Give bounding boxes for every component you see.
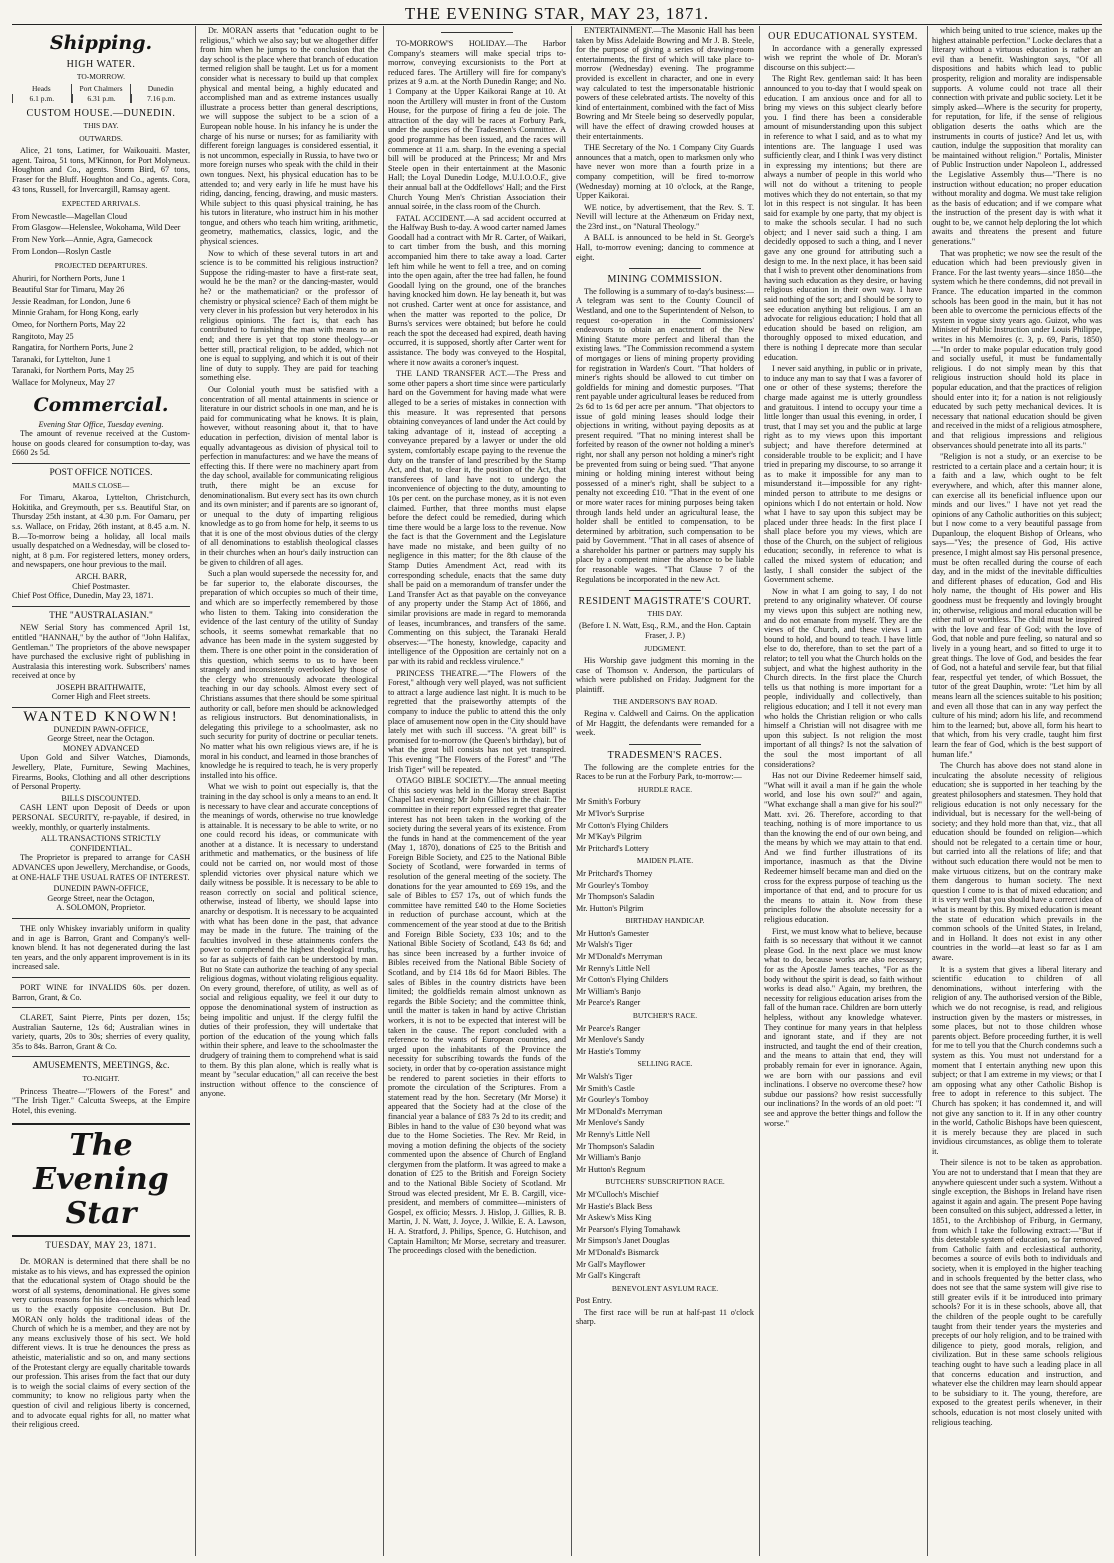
column-rule <box>759 26 760 1556</box>
outwards-list: Alice, 21 tons, Latimer, for Waikouaiti. Master, agent. Tairoa, 51 tons, M'Kinnon, for Port Molyneux. Houghton and Co., agents. Storm Bird, 67 tons, Fraser for the Bluff. Houghton and Co., agents. Cora, 43 tons, Russell, for Invercargill, Ramsay agent. <box>12 146 190 194</box>
amusements-heading: AMUSEMENTS, MEETINGS, &c. <box>32 1061 170 1072</box>
wanted-owner: A. SOLOMON, Proprietor. <box>56 903 146 913</box>
departure-item: Rangitoto, May 25 <box>12 331 74 341</box>
race-entry: Mr William's Banjo <box>576 986 641 996</box>
editorial-paragraph: Dr. MORAN is determined that there shall be no mistake as to his views, and has expressed the opinion that the educational system of Otago should be the worst of all systems, denominational. He gives some very curious reasons for his idea—reasons which lead us to the exactly opposite conclusion. But Dr. MORAN only holds the traditional ideas of the Church of which he is a member, and they are not by any means exclusively those of his sect. We hold different views. It is true he denounces the press as atheistic, materialistic and so on, and many sections of the Protestant clergy are equally charitable towards our profession. This arises from the fact that our duty is to weigh the social claims of every section of the community; to know no religious party when the question of civil and religious liberty is concerned, and to advocate equal rights for all, no matter what their religious creed. <box>12 1257 190 1430</box>
news-item: THE Secretary of the No. 1 Company City Guards announces that a match, open to marksmen only who have never won more than a fourth prize in a company competition, will be fired to-morrow (Wednesday) morning at 10 o'clock, at the Range, Upper Kaikorai. <box>576 143 754 201</box>
masthead-rule <box>12 24 1102 25</box>
whiskey-ad: THE only Whiskey invariably uniform in quality and in age is Barron, Grant and Company's well-known blend. It has not degenerated during the last ten years, and the only apparent improvement is in its increased sale. <box>12 923 190 972</box>
commercial-body: The amount of revenue received at the Custom-house on goods cleared for consumption to-day, was £660 2s 5d. <box>12 429 190 458</box>
editorial-paragraph: Dr. MORAN asserts that "education ought to be religious," which we also say; but we altogether differ from him when he jumps to the conclusion that the day school is the place where that branch of education termed religion shall be taught. Let us for a moment consider what is necessary to build up that complex physical and mental being, a highly educated and accomplished man and as extreme instances usually illustrate a process better than general descriptions, we will suppose the subject to be a scion of a European noble house. In his infancy he is under the charge of his nurse or nurses; for as familiarity with different foreign languages is considered essential, it is not uncommon, especially in Russia, to have two or more foreign nurses who speak with the child in their own tongues. Next, his physical education has to be attended to; and very early in life he must have his riding, dancing, fencing, drawing, and music masters. While subject to this quasi physical training, he has his tutors in literature, who instruct him in his mother tongue, and others who teach him writing, arithmetic, geometry, mathematics, classics, logic, and the physical sciences. <box>200 26 378 247</box>
race-entry: Mr Gourley's Tomboy <box>576 880 649 890</box>
departure-item: Jessie Readman, for London, June 6 <box>12 296 131 306</box>
column-1 <box>12 26 190 1556</box>
news-item: ENTERTAINMENT.—The Masonic Hall has been taken by Miss Adelaide Bowring and Mr J. B. Steele, for the purpose of giving a series of drawing-room entertainments, the first of which will take place to-morrow (Wednesday) evening. The programme provided is excellent in character, and one in every way calculated to test the impersonatable histrionic powers of these celebrated artists. The novelty of this kind of entertainment, combined with the fact of Miss Bowring and Mr Steele being so deservedly popular, will have the effect of drawing crowded houses at their entertainments. <box>576 26 754 141</box>
wanted-shop: DUNEDIN PAWN-OFFICE, <box>53 724 149 734</box>
masthead: THE EVENING STAR, MAY 23, 1871. <box>404 4 710 23</box>
race-entry: Mr M'Donald's Merryman <box>576 1106 663 1116</box>
expected-item: From London—Roslyn Castle <box>12 246 112 256</box>
australasian-body: NEW Serial Story has commenced April 1st, entitled "HANNAH," by the author of "John Halifax, Gentleman." The proprietors of the above newspaper have purchased the exclusive right of publishing in Australasia this interesting work. Subscribers' names received at once by <box>12 623 190 681</box>
race-entry: Mr Gall's Kingcraft <box>576 1271 641 1281</box>
divider <box>12 1007 190 1008</box>
race-entry: Mr Hutton's Regnum <box>576 1164 646 1174</box>
race-entry: Mr Simpson's Janet Douglas <box>576 1236 670 1246</box>
news-item: FATAL ACCIDENT.—A sad accident occurred at the Halfway Bush to-day. A wood carter named James Goodall had a contract with Mr R. Carter, of Waikari, to cart timber from the bush, and this morning accompanied him there to take away a load. Carter left him while he went to fell a tree, and on coming into the open again, after the tree had fallen, he found Goodall lying on the ground, one of the branches having knocked him down. He lay beneath it, but was not crushed. Carter went at once for assistance, and when the matter was reported to the police, Dr Burns's services were obtained; but before he could reach the spot the deceased had expired, death having occurred, it is supposed, shortly after Carter went for assistance. The body was conveyed to the Hospital, where it now awaits a coroner's inquest. <box>388 213 566 367</box>
port-wine-ad: PORT WINE for INVALIDS 60s. per dozen. Barron, Grant, & Co. <box>12 982 190 1002</box>
races-heading: TRADESMEN'S RACES. <box>607 749 723 761</box>
race-entry: Mr Pearson's Flying Tomahawk <box>576 1224 681 1234</box>
education-paragraph: The Right Rev. gentleman said: It has been announced to you to-day that I would speak on education. I am anxious once and for all to bring my views on this subject clearly before you. I find there has been a considerable amount of misunderstanding upon this subject in reference to what I said, and as to what my intentions are. The language I used was sufficiently clear, and I think I was very distinct in expressing my intentions; but there are always a number of people in this world who will not do without a tritening to people motives which they do not entertain, so that my lot in this respect is not singular. It has been said for example by one party, that my object is to make the schools secular. I had no such object; and I never said such a thing. I am decidedly opposed to such a thing, and I never gave any one ground for attributing such a design to me. In the next place, it has been said that I wish to prevent other denominations from having such education as they desire, or having religious education in their own way. I have said nothing of the sort; and I should be sorry to see education anything but religious. I am an advocate for religious education; I hold that all education should be based on religion, am thoroughly opposed to mixed education, and there is nothing I deprecate more than secular education. <box>764 74 922 362</box>
education-paragraph: Their silence is not to be taken as approbation. You are not to understand that I mean that they are anywhere quiescent under such a system. Without a single exception, the Bishops in Ireland have risen against it again and again. The present Pope having been consulted on this subject, addressed a letter, in 1851, to the Archbishop of Friburg, in Germany, from which I take the following extract:—"But if this detestable system of education, so far removed from Catholic faith and ecclesiastical authority, becomes a source of evils both to individuals and society, when it is employed in the higher teaching and in schools frequented by the better class, who does not see that the same system will give rise to still greater evils if it be introduced into primary schools? For it is in these schools, above all, that the children of the people ought to be carefully taught from their tender years the mysteries and precepts of our holy religion, and to be trained with diligence to piety, good morals, religion, and civilization. But in these same schools religious teaching ought to have such a leading place in all that concerns education and instruction, and whatever else the children may learn should appear to be subsidiary to it. The young, therefore, are exposed to the greatest perils whenever, in their schools, education is not most closely united with religious teaching. <box>932 1158 1102 1427</box>
education-paragraph: First, we must know what to believe, because faith is so necessary that without it we cannot please God. In the next place we must know what to do, because works are also necessary; for as the Apostle James teaches, "For as the body without the spirit is dead, so faith without works is dead also." Again, my brethren, the necessity for religious education arises from the fall of the human race. Children are born utterly helpless, without any knowledge whatever. They continue for many years in that helpless and ignorant state, and if they are not instructed, and taught the end of their creation, and the means to attain that end, they will probably remain for ever in ignorance. Again, we are born with our passions and evil inclinations. I observe no overcome these? how subdue our passions? how resist successfully our inclinations? In the words of an old poet: "I see and approve the better things and follow the worse." <box>764 926 922 1128</box>
column-rule <box>195 26 196 1556</box>
race-entry: Mr Hastie's Tommy <box>576 1046 641 1056</box>
race-entry: Mr Menlove's Sandy <box>576 1118 645 1128</box>
races-intro: The following are the complete entries for the Races to be run at the Forbury Park, to-morrow:— <box>576 762 754 782</box>
paper-title: The Evening Star <box>12 1123 190 1237</box>
education-paragraph: It is a system that gives a liberal literary and scientific education to children of all denominations, without interfering with the religion of any. The authorised version of the Bible, which we do not recognise, is read, and religious instruction given by the masters or mistresses, in some places, but not to those children whose parents object. Before proceeding further, it is well for me to tell you that the Church condemns such a system as this. You must not understand for a moment that I entertain anything new upon this subject; or that I am extreme in my views; or that I am opposing what any other Catholic Bishop is free to adopt in reference to this subject. The Church has spoken; it has condemned it, and will not give any sanction to it. If in any other country in the world, Catholic Bishops have been quiescent, it is merely because they are placed in such invidious circumstances, as oblige them to tolerate it. <box>932 964 1102 1156</box>
race-entry: Mr Smith's Castle <box>576 1083 635 1093</box>
column-5 <box>764 26 922 1556</box>
case-label: THE ANDERSON'S BAY ROAD. <box>612 696 718 706</box>
race-event-heading: BENEVOLENT ASYLUM RACE. <box>611 1283 719 1293</box>
wanted-shop2: DUNEDIN PAWN-OFFICE, <box>53 884 149 894</box>
race-entry: Mr Pearce's Ranger <box>576 998 641 1008</box>
column-6 <box>932 26 1102 1556</box>
commercial-heading: Commercial. <box>33 393 169 416</box>
high-water-heading: HIGH WATER. <box>66 59 136 70</box>
departure-item: Wallace for Molyneux, May 27 <box>12 378 115 388</box>
departure-item: Taranaki, for Northern Ports, May 25 <box>12 366 134 376</box>
wanted-money: MONEY ADVANCED <box>62 743 140 753</box>
education-paragraph: which being united to true science, makes up the highest attainable perfection." Locke declares that a literary without a virtuous education is rather an evil than a benefit. Washington says, "Of all dispositions and habits which lead to public prosperity, religion and morality are indispensable supports. A volume could not trace all their connection with private and public society. Let it be simply asked—Where is the security for property, for reputation, for life, if the sense of religious obligation deserts the oaths which are the instruments in courts of justice? And let us, with caution, indulge the supposition that morality can be maintained without religion." Portalis, Minister of Public Instruction under Napoleon I., addressed the Legislative Assembly thus—"There is no instruction without education; no proper education without morality and dogma. We must take religion as the basis of education; and if we compare what the instruction of the present day is with what it ought to be, we cannot help deploring the lot which awaits and threatens the present and future generations." <box>932 26 1102 247</box>
education-paragraph: Has not our Divine Redeemer himself said, "What will it avail a man if he gain the whole world, and lose his own soul?" and again, "What exchange shall a man give for his soul?" Matt. xvi. 26. Therefore, according to that teaching, nothing is of more importance to us than the knowing the end of our own being, and the means by which we may attain to that end. And we find further illustrations of its importance, inasmuch as that the Divine Redeemer himself became man and died on the cross for the express purpose of teaching us the importance of that end, and to procure for us the means to attain it. Now from these principles follow the absolute necessity for a religious education. <box>764 771 922 925</box>
race-entry: Post Entry. <box>576 1296 612 1306</box>
news-item: OTAGO BIBLE SOCIETY.—The annual meeting of this society was held in the Moray street Baptist Chapel last evening; Mr John Gillies in the chair. The committee in their report expressed regret that greater interest has not been taken in the working of the society during the several years of its existence. From the funds in hand at the commencement of the year (May 1, 1870), donations of £25 to the British and Foreign Bible Society, and £25 to the National Bible Society of Scotland, were forwarded in terms of resolution of the general meeting of the society. The donations for the year amounted to £69 19s, and the sale of Bibles to £57 17s, out of which funds the committee have remitted £40 to the Home Societies in reduction of purchase account, which at the commencement of the year stood at due to the British and Foreign Bible Society, £33 10s; and to the National Bible Society of Scotland, £43 8s 6d; and has since been increased by a further invoice of Bibles received from the National Bible Society of Scotland, and by £14 18s 6d for Maori Bibles. The sales of Bibles in the country districts have been limited; the goldfields remain almost unknown as regards the Bible Society; and the committee think, until the matter is taken in hand by active Christian workers, it is not to be expected that interest will be taken in the cause. The report concluded with a reference to the wants of European countries, and urged upon the inhabitants of the Province the necessity for subscribing towards the funds of the society, in order that by co-operation assistance might be rendered to parent societies in their efforts to promote the circulation of the Scriptures. From a statement read by the hon. Secretary (Mr Morse) it appeared that the Society had at the close of the financial year a balance of £83 7s 2d to its credit; and Bibles in hand to the value of £30 beyond what was due to the Home Societies. The Rev. Mr Reid, in moving a motion defining the objects of the society commented upon the absence of Church of England clergymen from the platform. It was agreed to make a donation of £25 to the British and Foreign Society and to the National Bible Society of Scotland. Mr Stroud was elected president, Mr E. B. Cargill, vice-president, and members of committee—ministers of Gospel, ex officio; Messrs. J. Hislop, J. Gillies, R. B. Martin, J. N. Watt, J. Joyce, J. Wilkie, E. A. Lawson, H. A. Stratford, J. Philips, Spence, G. Hutchison, and Captain Hamilton; Mr Morse, secretary and treasurer. The proceedings closed with the benediction. <box>388 776 566 1256</box>
news-item: THE LAND TRANSFER ACT.—The Press and some other papers a short time since were particularly hard on the Government for having made what were alleged to be a series of mistakes in connection with this measure. It was represented that persons obtaining conveyances of land under the Act could by taking advantage of it, instead of accepting a conveyance prepared by a lawyer or under the old system, comfortably escape paying to the revenue the duty on the transfer of land prescribed by the Stamp Act, and that, to clear it, the position of the Act, that transferees of land have not to undergo the inconvenience of objecting to the duty, amounting to 10s per cent. on the purchase money, as it is not even claimed. Further, that three months must elapse before the defect could be remedied, during which time there would be a large loss to the revenue. Now the fact is that the Government and the Legislature have made no mistake, and been guilty of no negligence in this matter; for the 8th clause of the Stamp Duties Amendment Act, read with its corresponding schedule, enacts that the same duty shall be paid on a memorandum of transfer under the Land Transfer Act as that payable on the conveyance of any property under the Stamp Act of 1866, and similar provisions are made in regard to memoranda of leases, incumbrances, and transfers of the same. Commenting on this subject, the Taranaki Herald observes:—"The honesty, knowledge, capacity and intelligence of the Opposition are certainly not on a par with its rabid and reckless virulence." <box>388 369 566 666</box>
wanted-cash: CASH LENT upon Deposit of Deeds or upon PERSONAL SECURITY, re-payable, if desired, in weekly, monthly, or quarterly instalments. <box>12 803 190 832</box>
race-entry: Mr Pearce's Ranger <box>576 1023 641 1033</box>
race-event-heading: HURDLE RACE. <box>637 784 693 794</box>
divider <box>12 977 190 978</box>
race-entry: Mr Hutton's Gamester <box>576 928 649 938</box>
editorial-paragraph: Our Colonial youth must be satisfied with a concentration of all mental attainments in science or literature in our district schools in one man, and he is paid for communicating what he knows. It is plain, however, without reasoning about it, that to have education in perfection, division of mental labor is equally advantageous as division of physical toil to perfection in manufactures: and we have the means of effecting this. If there were no machinery apart from the day school, available for communicating religious truth, there might be an excuse for denominationalism. But every sect has its own church and its own minister; and if parents are so ignorant of, or unequal to the duty of imparting religious knowledge as to go from home for help, it seems to us that it is one of the most obvious duties of the clergy of all denominations to establish theological classes in their churches when an hour's daily instruction can be given to children of all ages. <box>200 384 378 567</box>
expected-item: From New York—Annie, Agra, Gamecock <box>12 234 153 244</box>
news-item: WE notice, by advertisement, that the Rev. S. T. Nevill will lecture at the Athenæum on Friday next, the 23rd inst., on "Natural Theology." <box>576 202 754 231</box>
race-entry: Mr Smith's Forbury <box>576 797 641 807</box>
news-item: PRINCESS THEATRE.—"The Flowers of the Forest," although very well played, was not sufficient to attract a large audience last night. It is much to be regretted that the praiseworthy attempts of the company to induce the public to attend this the only place of amusement now open in the City should have lately met with such ill success. "A great bill" is promised for to-morrow (the Queen's birthday), but of what the great bill consists has not yet transpired. This evening "The Flowers of the Forest" and "The Irish Tiger" will be repeated. <box>388 668 566 774</box>
race-entry: Mr Renny's Little Nell <box>576 963 651 973</box>
divider <box>12 463 190 464</box>
post-office-signature: ARCH. BARR, <box>75 571 127 581</box>
tide-dunedin: Dunedin 7.16 p.m. <box>130 84 190 103</box>
court-this-day: THIS DAY. <box>647 608 683 618</box>
amusements-body: Princess Theatre—"Flowers of the Forest" and "The Irish Tiger." Calcutta Sweeps, at the Empire Hotel, this evening. <box>12 1086 190 1115</box>
race-entry: Mr Hastie's Black Bess <box>576 1201 653 1211</box>
race-entry: Mr Gourley's Tomboy <box>576 1095 649 1105</box>
education-paragraph: I never said anything, in public or in private, to induce any man to say that I was a favorer of one or other of these systems; therefore the charge made against me is utterly groundless and gratuitous. I intend to occupy your time a little longer than usual this evening, in order, I trust, that I may set you and the public at large right as to my views upon this important subject; and have therefore determined at considerable trouble to be explicit; and I have tried in preparing my discourse, to so arrange it as to make it impossible for any man to misunderstand it—impossible for any right-minded person to attribute to me designs or opinions which I do not entertain or hold. Now what I have to say upon this subject may be placed under three heads: In the first place I shall place before you my views, which are those of the Church, on the subject of religious education; secondly, in reference to what is called the mixed system of education; and lastly, I shall consider the subject of the Government scheme. <box>764 364 922 585</box>
race-entry: Mr M'Donald's Bismarck <box>576 1247 659 1257</box>
race-entry: Mr Thompson's Saladin <box>576 892 655 902</box>
mails-close-label: MAILS CLOSE— <box>72 480 130 490</box>
race-entry: Mr Pritchard's Thorney <box>576 868 653 878</box>
divider <box>12 918 190 919</box>
to-morrow-label: TO-MORROW. <box>76 71 126 81</box>
divider <box>629 590 700 591</box>
judgment-body: His Worship gave judgment this morning in the case of Thomson v. Anderson, the particulars of which were published on Friday. Judgment for the plaintiff. <box>576 656 754 694</box>
column-3 <box>388 26 566 1556</box>
race-entry: Mr M'Kay's Pilgrim <box>576 832 642 842</box>
post-office-heading: POST OFFICE NOTICES. <box>49 468 153 478</box>
education-paragraph: That was prophetic; we now see the result of the education which had been previously given in France. For the last twenty years—since 1850—the system which he there condemns, did not prevail in France. The education imparted in the common schools has been good in the main, but it has not been able to overcome the pernicious effects of the system in vogue sixty years ago. Guizot, who was Minister of Public Instruction under Louis Philippe, writes in his Memoires (c. 3, p. 69, Paris, 1850)—"In order to make popular education truly good and socially useful, it must be fundamentally religious. I do not simply mean by this that religious instruction should hold its place in popular education, and that the practices of religion should enter into it; for a nation is not religiously educated by such petty mechanical devices. It is necessary that national education should be given and received in the midst of a religious atmosphere, and that religious impressions and religious observances should penetrate into all its parts." <box>932 248 1102 450</box>
post-office-footer: Chief Post Office, Dunedin, May 23, 1871. <box>12 591 154 601</box>
education-paragraph: Now in what I am going to say, I do not pretend to any originality whatever. Of course my views upon this subject are nothing new, and do not emanate from myself. They are the views of the Church, and these views I am bound to hold, and bound to teach. I have little else to do, therefore, than to set the part of a relator; to tell you what the Church holds on the subject, and what the highest authority in the Church directs. In the first place the Church tells us that nothing is more important for a people, individually and collectively, than religious education; and I tell it not every man who holds the Christian religion or who calls himself a Christian will not disagree with me upon this subject. Is not religion the most important of all things? Is not the salvation of the soul the most important of all considerations? <box>764 586 922 769</box>
case-body: Regina v. Caldwell and Cairns. On the application of Mr Haggitt, the defendants were remanded for a week. <box>576 709 754 738</box>
tide-heads: Heads 6.1 p.m. <box>12 84 71 103</box>
outwards-label: OUTWARDS. <box>79 133 123 143</box>
divider <box>629 744 700 745</box>
race-entry: Mr. Hutton's Pilgrim <box>576 903 644 913</box>
news-item: TO-MORROW'S HOLIDAY.—The Harbor Company's steamers will make special trips to-morrow, conveying excursionists to the Port at reduced fares. The Artillery will fire for company's prizes at 9 a.m. at the North Dunedin Range; and No. 1 Company at the Upper Kaikorai Range at 10. At noon the Artillery will muster in front of the Custom House, for the purpose of firing a feu de joie. The attraction of the day will be races at Forbury Park, under the auspices of the Tradesmen's Committee. A good programme has been issued, and the races will commence at 11 a.m. sharp. In the evening a special bill will be produced at the Princess; Mr and Mrs Steele open in their entertainment at the Masonic Hall; the Loyal Dunedin Lodge, M.U.I.O.O.F., give their annual ball at the Oddfellows' Hall; and the First Church Young Men's Christian Association their annual soirée, in the class room of the Church. <box>388 39 566 212</box>
column-rule <box>927 26 928 1556</box>
wanted-heading: WANTED KNOWN! <box>23 709 179 726</box>
education-paragraph: "Religion is not a study, or an exercise to be restricted to a certain place and a certain hour; it is a faith and a law, which ought to be felt everywhere, and which, after this manner alone, can exercise all its beneficial influence upon our minds and our lives." I have not yet read the opinions of any Catholic authorities on this subject; but I now come to a very beautiful passage from Dupanloup, the eloquent Bishop of Orleans, who says—"Yes; the presence of God, His active presence, I might almost say His personal presence, must be often recalled during the course of each day, and in the midst of the inevitable difficulties and different phases of education, God and His holy name, the thought of His power and His goodness must be frequently and lovingly brought in; otherwise, religious and moral education will be either null or worthless. The child must be inspired with the love and fear of God; with the love of God, that noble and pure feeling, so natural and so lively in a young heart, and so fitted to urge it to great things. The love of God, and besides the fear of God, not a hateful and servile fear, but that filial fear, respectful yet tender, of which Bossuet, the tutor of the great Dauphin, wrote: "Let him by all means learn all the sciences suitable to his position; and even all those that can in any way perfect the culture of his mind; adorn his life, and recommend him to the learned; but, above all, form his heart to that which, from his very cradle, taught him first learn the fear of God, which is the best support of human life." <box>932 452 1102 759</box>
wanted-proprietor: The Proprietor is prepared to arrange for CASH ADVANCES upon Jewellery, Merchandise, or Goods, at ONE-HALF THE USUAL RATES OF INTEREST. <box>12 853 190 882</box>
expected-item: From Newcastle—Magellan Cloud <box>12 211 128 221</box>
departure-item: Omeo, for Northern Ports, May 22 <box>12 320 126 330</box>
column-2 <box>200 26 378 1556</box>
race-event-heading: MAIDEN PLATE. <box>636 856 694 866</box>
race-entry: Mr M'Ivor's Surprise <box>576 808 645 818</box>
expected-label: EXPECTED ARRIVALS. <box>61 199 141 209</box>
post-office-signature-title: Chief Postmaster. <box>72 581 130 591</box>
australasian-address: Corner High and Fleet streets. <box>51 692 151 702</box>
race-entry: Mr Thompson's Saladin <box>576 1141 655 1151</box>
departures-label: PROJECTED DEPARTURES. <box>54 261 148 271</box>
commercial-office-line: Evening Star Office, Tuesday evening. <box>38 419 164 429</box>
departure-item: Beautiful Star for Timaru, May 26 <box>12 285 125 295</box>
education-intro: In accordance with a generally expressed wish we reprint the whole of Dr. Moran's discourse on this subject:— <box>764 43 922 72</box>
column-rule <box>383 26 384 1556</box>
race-event-heading: SELLING RACE. <box>637 1059 693 1069</box>
news-item: A BALL is announced to be held in St. George's Hall, to-morrow evening; dancing to commence at eight. <box>576 233 754 262</box>
race-entry: Mr M'Culloch's Mischief <box>576 1189 659 1199</box>
race-entry: Mr William's Banjo <box>576 1153 641 1163</box>
wanted-street2: George Street, near the Octagon, <box>47 893 155 903</box>
mining-body: The following is a summary of to-day's business:— A telegram was sent to the County Council of Westland, and one to the Superintendent of Nelson, to request co-operation in the Commissioners' endeavours to obtain an enactment of the New Mining Statute more perfect and liberal than the existing laws. "The Commission recommend a system of mortgages or liens of mining property providing for registration in Warden's Court. "That holders of miner's rights should be allowed to cut timber on goldfields for mining and domestic purposes. "That rent payable under agricultural leases be reduced from 2s 6d to 1s 6d per acre per annum. "That objectors to issue of gold mining leases should lodge their objections in writing, without paying deposits as at present required. "That no mining interest shall be forfeited by reason of the owner not holding a miner's right, nor shall any person not holding a miner's right be prevented from suing or being sued. "That anyone mining or holding mining interest without being possessed of a miner's right, shall be subject to a penalty not exceeding £10. "That in the event of one or more water races for mining purposes being taken through lands held under an agricultural lease, the holder shall be entitled to compensation, to be determined by arbitration, such compensation to be paid by Government. "That in all cases of absence of a shareholder his partner or partners may supply his place by a competent miner the absence to be liable for reasonable wages. "That Clause 7 of the Regulations be incorporated in the new Act. <box>576 286 754 584</box>
shipping-heading: Shipping. <box>49 32 153 54</box>
post-office-body: For Timaru, Akaroa, Lyttelton, Christchurch, Hokitika, and Greymouth, per s.s. Beautiful Star, on Thursday 25th instant, at 4.30 p.m. For Oamaru, per s.s. Wallace, on Friday, 26th instant, at 8.45 a.m. N. B.—To-morrow being a holiday, all local mails usually despatched on a Wednesday, will be closed to-night, at 8 p.m. For registered letters, money orders, and newspapers, one hour previous to the mail. <box>12 493 190 570</box>
divider <box>12 606 190 607</box>
wanted-body: Upon Gold and Silver Watches, Diamonds, Jewellery, Plate, Furniture, Sewing Machines, Firearms, Books, Clothing and all other descriptions of Personal Property. <box>12 753 190 792</box>
column-4 <box>576 26 754 1556</box>
race-entry: Mr M'Donald's Merryman <box>576 952 663 962</box>
tide-port-chalmers: Port Chalmers 6.31 p.m. <box>71 84 131 103</box>
departure-item: Ahuriri, for Northern Ports, June 1 <box>12 273 126 283</box>
races-footer: The first race will be run at half-past 11 o'clock sharp. <box>576 1307 754 1327</box>
editorial-paragraph: Now to which of these several tutors in art and science is to be committed his religious instruction? Suppose the riding-master to have a first-rate seat, would he be the man? or the dancing-master, would he? or the mathematician? or the professor of chemistry or physical science? Each of them might be very clever in his profession but very heterodox in his religious opinions. The fact is, that each has contributed to furnishing the man with means to an end; and there is yet that top stone theology—or better still, practical religion, to be added, which not one is equal to supplying, and which it is out of their line of duty to supply. They are paid for teaching something else. <box>200 248 378 383</box>
departure-item: Taranaki, for Lyttelton, June 1 <box>12 354 112 364</box>
race-entry: Mr Cotton's Flying Childers <box>576 820 669 830</box>
departure-item: Rangatira, for Northern Ports, June 2 <box>12 343 134 353</box>
race-entry: Mr Gall's Mayflower <box>576 1259 646 1269</box>
divider <box>12 1056 190 1057</box>
wanted-strict: ALL TRANSACTIONS STRICTLY CONFIDENTIAL. <box>40 834 162 853</box>
race-event-heading: BUTCHER'S RACE. <box>632 1011 698 1021</box>
race-entry: Mr Askew's Miss King <box>576 1213 652 1223</box>
race-entry: Mr Walsh's Tiger <box>576 940 633 950</box>
tide-table <box>12 84 190 103</box>
editorial-paragraph: What we wish to point out especially is, that the training in the day school is only a means to an end. It is necessary to have clear and accurate conceptions of the meanings of words, otherwise no true knowledge is attainable. It is necessary to be able to write, or no one could record his ideas, or communicate with another at a distance. It is necessary to understand arithmetic and mathematics, or the business of life could not be carried on, nor would most of those splendid victories over physical nature which we daily witness be possible. It is necessary to be able to reason correctly on social and political science, otherwise, instead of liberty, we should lapse into anarchy or despotism. It is necessary to be acquainted with what has been done in the past, that advance may be made in the future. The training of the faculties involved in these attainments confers the power to comprehend the highest theological truths, so far as subjects of faith can be understood by man. But no State can authorize the teaching of any special religious dogmas, without violating religious equality. On every ground, therefore, of utility, as well as of social and religious equality, we feel it our duty to oppose the denominational system of instruction as being impolitic and unjust. If the clergy fulfil the duties of their profession, they will undertake that portion of the education of the young which falls within their sphere, and leave to the schoolmaster the drudgery of training them to comprehend what is said to them. By this plan alone, which is really what is meant by "secular education," all can receive the best instruction without offence to the conscience of anyone. <box>200 782 378 1099</box>
claret-ad: CLARET, Saint Pierre, Pints per dozen, 15s; Australian Sauterne, 12s 6d; Australian wines in variety, quarts, 20s to 30s; sherries of every quality, 35s to 84s. Barron, Grant & Co. <box>12 1013 190 1051</box>
australasian-name: JOSEPH BRAITHWAITE, <box>56 682 146 692</box>
judgment-label: JUDGMENT. <box>644 643 686 653</box>
mining-heading: MINING COMMISSION. <box>607 274 723 286</box>
editorial-paragraph: Such a plan would supersede the necessity for, and be far superior to, the elaborate discourses, the preparation of which occupies so much of their time, and which are so imperfectly remembered by those who listen to them. Taking into consideration the evidence of the last century of the utility of Sunday schools, it seems somewhat remarkable that no advance has been made in the system suggested by them. There is one other point in the consideration of this question, which seems to us to have been strangely and inconsistently overlooked by those of the clergy who strenuously advocate theological teaching in our day schools. Almost every sect of Christians assumes that there should be some spiritual authority or call, before men should be acknowledged as religious instructors. But denominationalists, in delegating this privilege to a schoolmaster, ask no such security for purity of doctrine or peculiar tenets. No matter what his own religious views are, if he is moral in his conduct, and learned in those branches of knowledge he is required to teach, he is very properly installed into his office. <box>200 569 378 780</box>
court-heading: RESIDENT MAGISTRATE'S COURT. <box>578 596 752 608</box>
column-rule <box>571 26 572 1556</box>
race-events <box>576 785 754 1306</box>
race-entry: Mr Menlove's Sandy <box>576 1035 645 1045</box>
education-paragraph: The Church has above does not stand alone in inculcating the absolute necessity of religious education; she is supported in her teaching by the greatest philosophers and statesmen. They hold that religious education is not only necessary for the individual, but is necessary for the well-being of society; and they hold more than that, viz., that all education should be founded on religion—which should not be relegated to a certain time or hour, but carried into all the relations of life; and that without such education there would not be men to make virtuous citizens, but on the contrary make them dangerous to human society. The next question I come to is that of mixed education; and it is very well that you should have a correct idea of what is meant by this. By mixed education is meant the state of education which prevails in the common schools of the United States, in Ireland, and in Holland. It does not exist in any other countries in the world—at least so far as I am aware. <box>932 761 1102 962</box>
australasian-heading: THE "AUSTRALASIAN." <box>49 610 153 621</box>
amusements-to-night: TO-NIGHT. <box>82 1074 120 1084</box>
expected-item: From Glasgow—Helenslee, Wokohama, Wild Deer <box>12 223 181 233</box>
wanted-bills: BILLS DISCOUNTED. <box>61 793 141 803</box>
wanted-street: George Street, near the Octagon. <box>47 734 155 744</box>
race-entry: Mr Renny's Little Nell <box>576 1129 651 1139</box>
race-entry: Mr Walsh's Tiger <box>576 1072 633 1081</box>
court-before: (Before I. N. Watt, Esq., R.M., and the Hon. Captain Fraser, J. P.) <box>578 621 751 641</box>
education-heading: OUR EDUCATIONAL SYSTEM. <box>768 31 918 42</box>
divider <box>441 32 512 33</box>
race-event-heading: BIRTHDAY HANDICAP. <box>625 916 705 926</box>
race-event-heading: BUTCHERS' SUBSCRIPTION RACE. <box>605 1177 725 1187</box>
race-entry: Mr Cotton's Flying Childers <box>576 975 669 985</box>
paper-date: TUESDAY, MAY 23, 1871. <box>45 1240 157 1251</box>
race-entry: Mr Pritchard's Lottery <box>576 843 649 853</box>
custom-house-heading: CUSTOM HOUSE.—DUNEDIN. <box>26 108 176 120</box>
divider <box>12 707 190 708</box>
this-day-label: THIS DAY. <box>83 120 119 130</box>
divider <box>629 268 700 269</box>
departure-item: Minnie Graham, for Hong Kong, early <box>12 308 139 318</box>
